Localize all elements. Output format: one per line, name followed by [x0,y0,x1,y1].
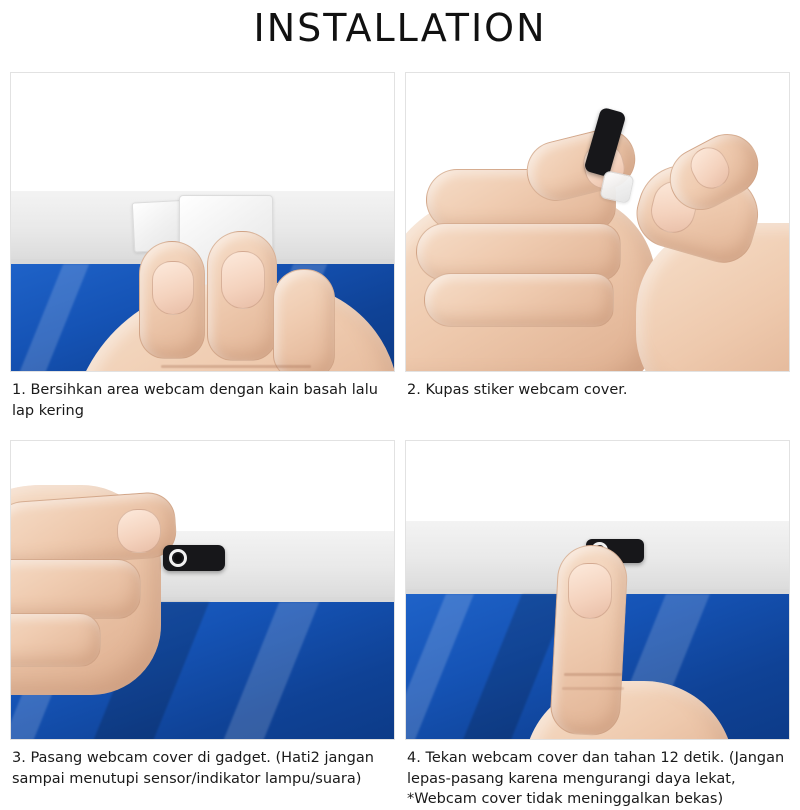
middle-finger [10,559,141,619]
knuckle-crease [564,673,622,676]
step-card-4 [405,440,790,810]
background-white-wall [10,73,395,191]
step-1-image [10,72,395,372]
fingernail [117,509,161,553]
step-1-caption: 1. Bersihkan area webcam dengan kain basah lalu lap kering [12,382,378,419]
step-2-image [405,72,790,372]
step-2-caption: 2. Kupas stiker webcam cover. [407,382,628,398]
fingernail [568,563,612,619]
index-fingernail [152,261,194,315]
webcam-cover [163,545,225,571]
left-ring-finger [424,273,614,327]
webcam-cover-lens-ring [169,549,187,567]
screen-highlight [19,264,89,372]
step-4-image [405,440,790,740]
screen-highlight [405,594,474,740]
knuckle-crease-2 [562,687,624,690]
step-4-caption: 4. Tekan webcam cover dan tahan 12 detik. (Jangan lepas-pasang karena mengurangi daya lekat, *Webcam cover tidak meninggalkan bekas) [407,750,785,808]
page-title: INSTALLATION [253,6,547,50]
middle-fingernail [221,251,265,309]
knuckle-crease [161,365,311,368]
step-3-caption: 3. Pasang webcam cover di gadget. (Hati2 jangan sampai menutupi sensor/indikator lampu/suara) [12,750,374,787]
step-card-1 [10,72,395,434]
screen-highlight-2 [223,602,320,740]
step-3-image [10,440,395,740]
background-white-wall [405,441,790,521]
step-card-3 [10,440,395,810]
steps-grid [10,72,790,810]
ring-finger [273,269,335,372]
ring-finger [10,613,101,667]
step-card-2 [405,72,790,434]
peeled-sticker-backing [599,170,634,204]
webcam-cover-lens-dot [174,554,182,562]
